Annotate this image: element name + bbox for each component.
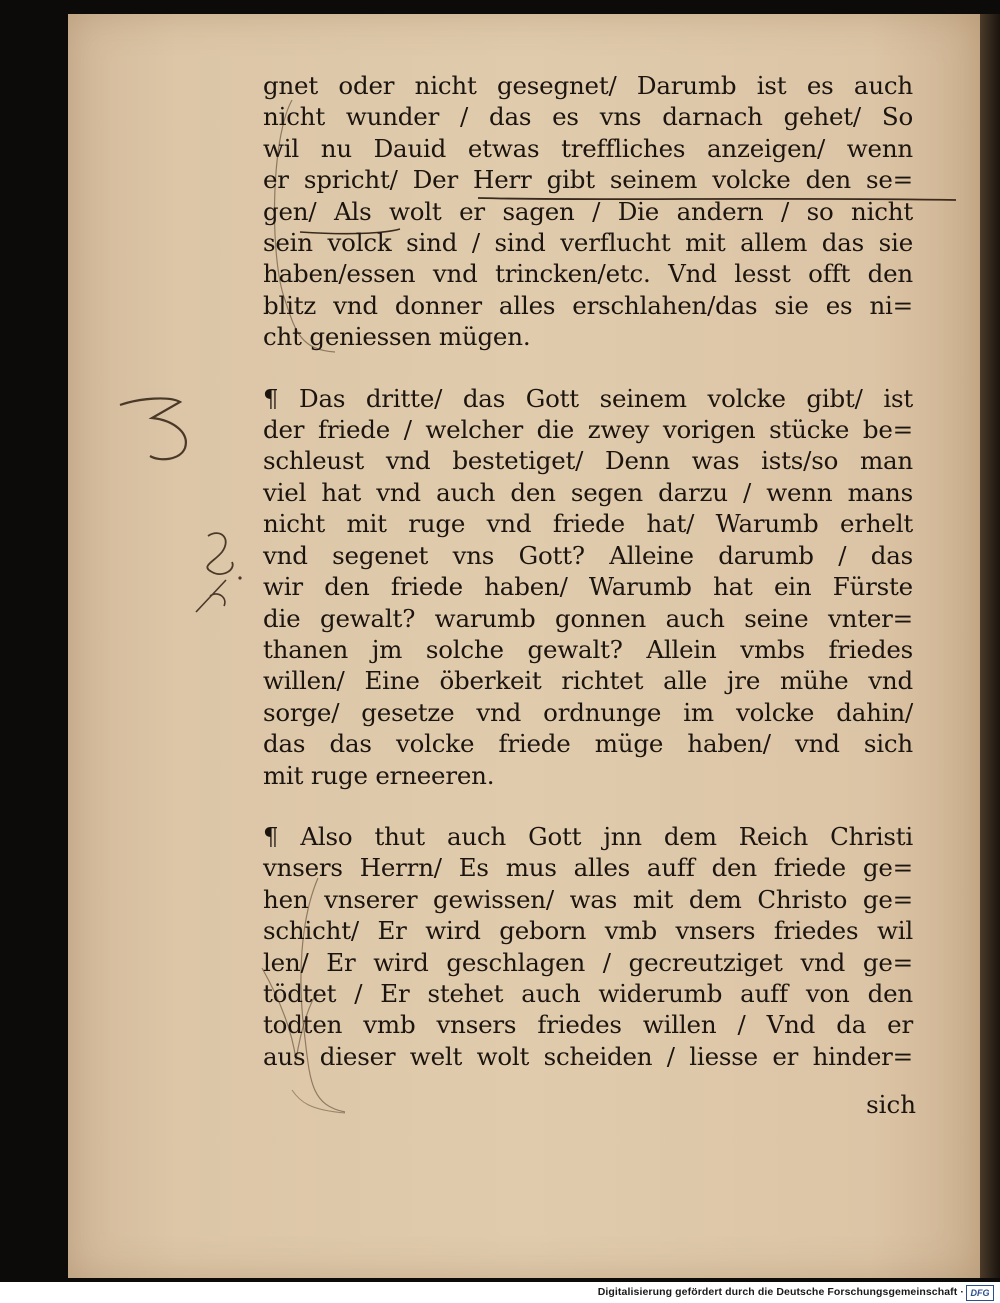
text-line: sorge/ gesetze vnd ordnunge im volcke dahin/ bbox=[263, 697, 913, 727]
text-line: wir den friede haben/ Warumb hat ein Fürste bbox=[263, 572, 913, 602]
text-line: ¶ Das dritte/ das Gott seinem volcke gibt/ ist bbox=[263, 383, 913, 413]
text-line: ¶ Also thut auch Gott jnn dem Reich Christi bbox=[263, 821, 913, 851]
text-line: vnsers Herrn/ Es mus alles auff den friede ge= bbox=[263, 853, 913, 883]
text-line: der friede / welcher die zwey vorigen stücke be= bbox=[263, 415, 913, 445]
text-line: cht geniessen mügen. bbox=[263, 322, 531, 352]
text-line: viel hat vnd auch den segen darzu / wenn mans bbox=[263, 477, 913, 507]
text-line: gnet oder nicht gesegnet/ Darumb ist es auch bbox=[263, 71, 913, 100]
text-line: haben/essen vnd trincken/etc. Vnd lesst offt den bbox=[263, 259, 913, 289]
text-line: tödtet / Er stehet auch widerumb auff von den bbox=[263, 978, 913, 1008]
main-text bbox=[263, 70, 913, 1072]
paragraph-1 bbox=[263, 70, 913, 353]
text-line: sein volck sind / sind verflucht mit allem das sie bbox=[263, 228, 913, 258]
text-line: aus dieser welt wolt scheiden / liesse er hinder= bbox=[263, 1041, 913, 1071]
text-line: willen/ Eine öberkeit richtet alle jre mühe vnd bbox=[263, 666, 913, 696]
text-line: hen vnserer gewissen/ was mit dem Christo ge= bbox=[263, 884, 913, 914]
catchword: sich bbox=[866, 1090, 916, 1119]
footer-bar bbox=[0, 1282, 1000, 1303]
text-line: todten vmb vnsers friedes willen / Vnd da er bbox=[263, 1010, 913, 1040]
text-line: vnd segenet vns Gott? Alleine darumb / das bbox=[263, 540, 913, 570]
text-line: wil nu Dauid etwas treffliches anzeigen/ wenn bbox=[263, 133, 913, 163]
text-line: blitz vnd donner alles erschlahen/das sie es ni= bbox=[263, 290, 913, 320]
text-line: schicht/ Er wird geborn vmb vnsers friedes wil bbox=[263, 916, 913, 946]
text-line: nicht wunder / das es vns darnach gehet/ So bbox=[263, 102, 913, 132]
text-line: das das volcke friede müge haben/ vnd sich bbox=[263, 729, 913, 759]
text-line: len/ Er wird geschlagen / gecreutziget vnd ge= bbox=[263, 947, 913, 977]
text-line: mit ruge erneeren. bbox=[263, 760, 495, 790]
text-line: die gewalt? warumb gonnen auch seine vnter= bbox=[263, 603, 913, 633]
paragraph-2 bbox=[263, 383, 913, 791]
text-line: schleust vnd bestetiget/ Denn was ists/so man bbox=[263, 446, 913, 476]
dfg-logo[interactable]: DFG bbox=[966, 1285, 994, 1301]
text-line: er spricht/ Der Herr gibt seinem volcke den se= bbox=[263, 165, 913, 195]
paragraph-3 bbox=[263, 821, 913, 1072]
page-edge bbox=[980, 14, 1000, 1278]
text-line: nicht mit ruge vnd friede hat/ Warumb erhelt bbox=[263, 509, 913, 539]
funding-notice: Digitalisierung gefördert durch die Deutsche Forschungsgemeinschaft · bbox=[597, 1286, 964, 1298]
text-line: gen/ Als wolt er sagen / Die andern / so nicht bbox=[263, 196, 913, 226]
text-line: thanen jm solche gewalt? Allein vmbs friedes bbox=[263, 634, 913, 664]
